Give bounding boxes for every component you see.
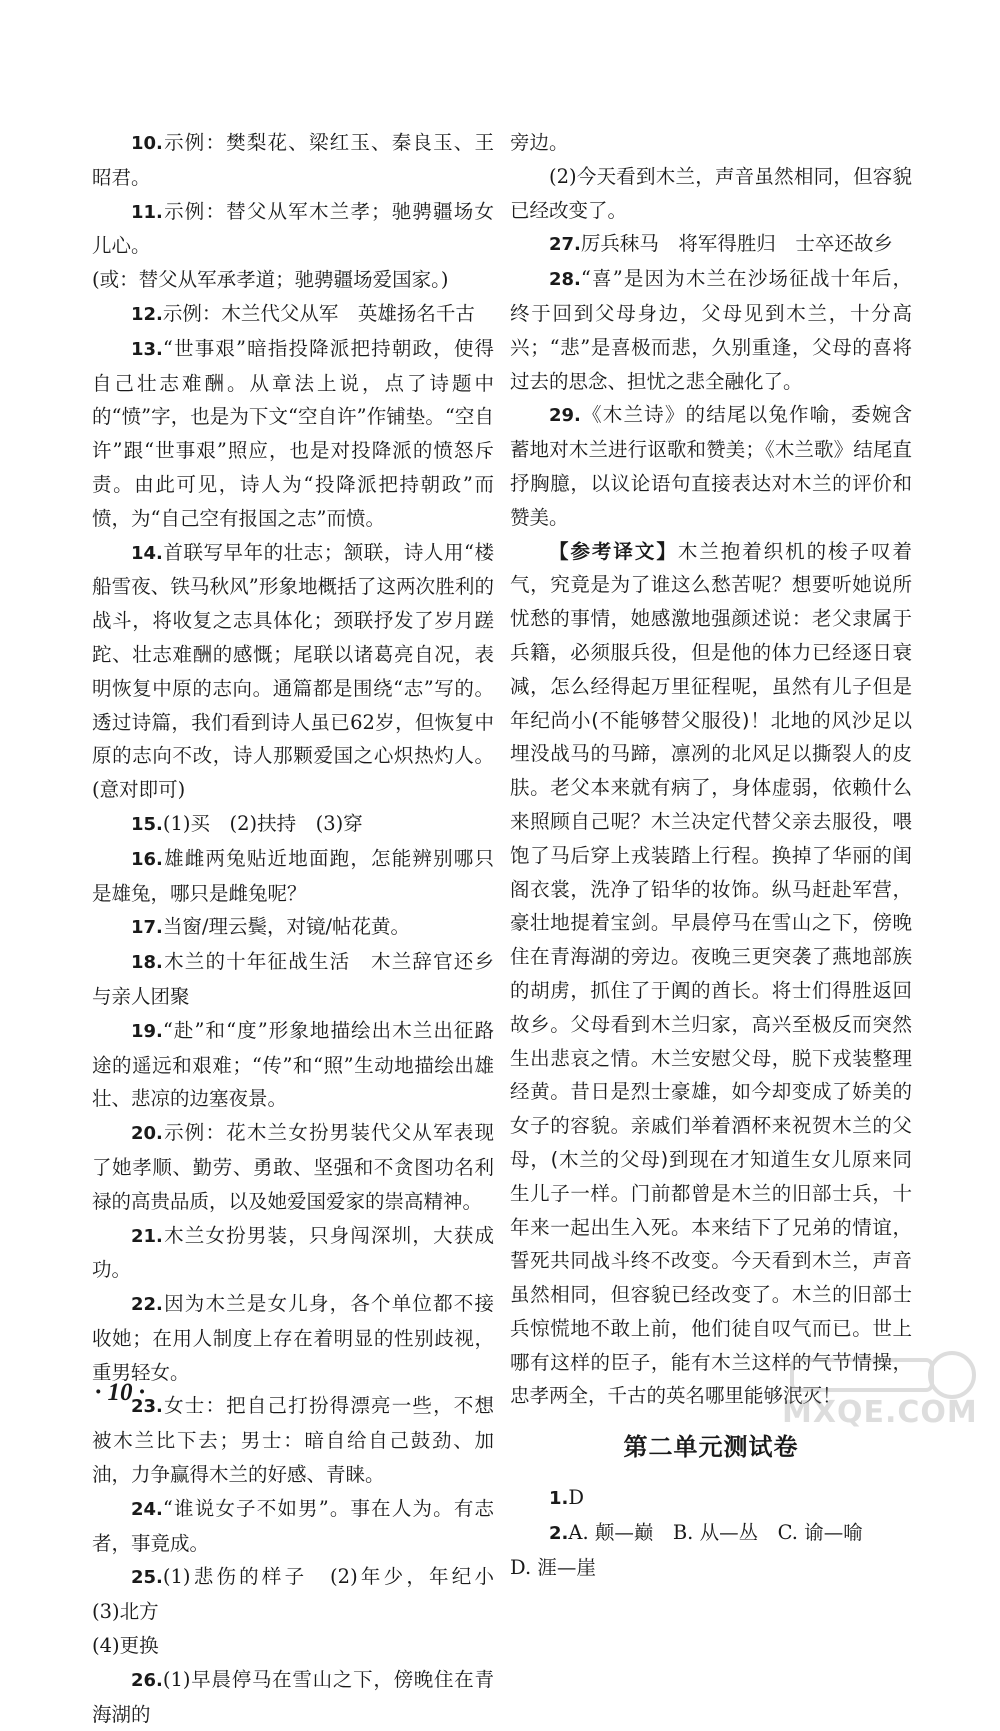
watermark-icon bbox=[782, 1350, 982, 1400]
answer-number: 27. bbox=[549, 234, 581, 256]
answers-26-29 bbox=[510, 126, 912, 535]
answer-number: 14. bbox=[131, 542, 163, 564]
answer-text: 示例：樊梨花、梁红玉、秦良玉、王昭君。 bbox=[92, 131, 494, 189]
answer-text: 雄雌两兔贴近地面跑，怎能辨别哪只是雄兔，哪只是雌兔呢？ bbox=[92, 846, 494, 905]
answer-item bbox=[92, 1014, 494, 1116]
answer-item bbox=[92, 195, 494, 264]
left-column bbox=[92, 126, 514, 1731]
page-number: · 10 · bbox=[95, 1379, 145, 1406]
answer-item bbox=[92, 1219, 494, 1288]
answer-number: 21. bbox=[131, 1225, 163, 1247]
answer-number: 28. bbox=[549, 269, 581, 291]
answer-text: 木兰女扮男装，只身闯深圳，大获成功。 bbox=[92, 1223, 494, 1282]
translation-text: 木兰抱着织机的梭子叹着气，究竟是为了谁这么愁苦呢？想要听她说所忧愁的事情，她感激地强颜述说：老父隶属于兵籍，必须服兵役，但是他的体力已经逐日衰减，怎么经得起万里征程呢，虽然有儿子但是年纪尚小(不能够替父服役)！北地的风沙足以埋没战马的马蹄，凛冽的北风足以撕裂人的皮肤。老父本来就有病了，身体虚弱，依赖什么来照顾自己呢？木兰决定代替父亲去服役，喂饱了马后穿上戎装踏上行程。换掉了华丽的闺阁衣裳，洗净了铅华的妆饰。纵马赶赴军营，豪壮地提着宝剑。早晨停马在雪山之下，傍晚住在青海湖的旁边。夜晚三更突袭了燕地部族的胡虏，抓住了于阗的酋长。将士们得胜返回故乡。父母看到木兰归家，高兴至极反而突然生出悲哀之情。木兰安慰父母，脱下戎装整理经黄。昔日是烈士豪雄，如今却变成了娇美的女子的容貌。亲戚们举着酒杯来祝贺木兰的父母，(木兰的父母)到现在才知道生女儿原来同生儿子一样。门前都曾是木兰的旧部士兵，十年来一起出生入死。本来结下了兄弟的情谊，誓死共同战斗终不改变。今天看到木兰，声音虽然相同，但容貌已经改变了。木兰的旧部士兵惊慌地不敢上前，他们徒自叹气而已。世上哪有这样的臣子，能有木兰这样的气节情操，忠孝两全，千古的英名哪里能够泯灭！ bbox=[510, 539, 912, 1408]
answer-text: “赴”和“度”形象地描绘出木兰出征路途的遥远和艰难；“传”和“照”生动地描绘出雄壮、悲凉的边塞夜景。 bbox=[92, 1018, 494, 1111]
answer-item bbox=[510, 227, 912, 262]
answer-item bbox=[92, 807, 494, 842]
answer-text: A. 颠—巅 B. 从—丛 C. 谕—喻 bbox=[568, 1520, 863, 1544]
answer-text: 女士：把自己打扮得漂亮一些，不想被木兰比下去；男士：暗自给自己鼓劲、加油，力争赢得木兰的好感、青睐。 bbox=[92, 1394, 494, 1487]
answer-item bbox=[92, 1663, 494, 1731]
answer-text: (1)买 (2)扶持 (3)穿 bbox=[162, 811, 363, 835]
answer-item bbox=[92, 263, 494, 297]
answer-item bbox=[510, 1516, 912, 1551]
answer-number: 25. bbox=[131, 1567, 163, 1589]
answer-item bbox=[510, 398, 912, 534]
unit-two-answers bbox=[510, 1481, 912, 1584]
answer-item bbox=[92, 1492, 494, 1561]
answer-number: 2. bbox=[549, 1522, 569, 1544]
answer-text: D bbox=[568, 1486, 585, 1510]
answer-number: 1. bbox=[549, 1488, 569, 1510]
answer-item bbox=[92, 126, 494, 195]
answer-text: 旁边。 bbox=[510, 131, 569, 154]
answer-text: 示例：木兰代父从军 英雄扬名千古 bbox=[162, 301, 475, 325]
answer-text: “谁说女子不如男”。事在人为。有志者，事竟成。 bbox=[92, 1496, 494, 1555]
answer-text: (4)更换 bbox=[92, 1634, 159, 1658]
answer-number: 22. bbox=[131, 1294, 163, 1316]
answer-text: (1)早晨停马在雪山之下，傍晚住在青海湖的 bbox=[92, 1667, 494, 1726]
answer-number: 20. bbox=[131, 1123, 163, 1145]
answer-item bbox=[510, 126, 912, 160]
answer-number: 29. bbox=[549, 405, 581, 427]
answer-text: “喜”是因为木兰在沙场征战十年后，终于回到父母身边，父母见到木兰，十分高兴；“悲”是喜极而悲，久别重逢，父母的喜将过去的思念、担忧之悲全融化了。 bbox=[510, 267, 912, 393]
section-title: 第二单元测试卷 bbox=[623, 1433, 799, 1462]
answer-text: “世事艰”暗指投降派把持朝政，使得自己壮志难酬。从章法上说，点了诗题中的“愤”字，也是为下文“空自许”作铺垫。“空自许”跟“世事艰”照应，也是对投降派的愤怒斥责。由此可见，诗人为“投降派把持朝政”而愤，为“自己空有报国之志”而愤。 bbox=[92, 336, 494, 530]
answer-text: 示例：花木兰女扮男装代父从军表现了她孝顺、勤劳、勇敢、坚强和不贪图功名利禄的高贵品质，以及她爱国爱家的崇高精神。 bbox=[92, 1121, 494, 1213]
answer-text: 因为木兰是女儿身，各个单位都不接收她；在用人制度上存在着明显的性别歧视，重男轻女。 bbox=[92, 1292, 494, 1384]
answer-text: 示例：替父从军木兰孝；驰骋疆场女儿心。 bbox=[92, 199, 494, 258]
answer-item bbox=[92, 945, 494, 1014]
answer-item bbox=[92, 536, 494, 807]
answer-number: 17. bbox=[131, 917, 163, 939]
answer-number: 15. bbox=[131, 813, 163, 835]
answer-item bbox=[510, 160, 912, 228]
answer-number: 26. bbox=[131, 1669, 163, 1691]
answer-number: 24. bbox=[131, 1498, 163, 1520]
answer-item bbox=[92, 1560, 514, 1629]
reference-translation bbox=[510, 535, 912, 1414]
answer-number: 12. bbox=[131, 303, 163, 325]
answer-item bbox=[92, 1389, 494, 1491]
answer-text: (2)今天看到木兰，声音虽然相同，但容貌已经改变了。 bbox=[510, 164, 912, 222]
answer-number: 10. bbox=[131, 133, 163, 154]
translation-label: 【参考译文】 bbox=[549, 539, 678, 563]
answer-number: 16. bbox=[131, 848, 163, 870]
answer-item bbox=[92, 842, 494, 911]
answer-item bbox=[510, 1481, 912, 1516]
answer-number: 13. bbox=[131, 338, 163, 360]
answer-item bbox=[510, 262, 912, 398]
answer-text: D. 涯—崖 bbox=[510, 1555, 596, 1579]
watermark-logo bbox=[782, 1350, 982, 1430]
answer-item bbox=[92, 910, 494, 945]
answer-item bbox=[92, 332, 494, 536]
answer-text: (1)悲伤的样子 (2)年少，年纪小 (3)北方 bbox=[92, 1565, 514, 1624]
answer-text: (或：替父从军承孝道；驰骋疆场爱国家。) bbox=[92, 268, 449, 292]
answer-number: 23. bbox=[131, 1396, 163, 1418]
answer-item bbox=[92, 1629, 494, 1663]
answer-number: 19. bbox=[131, 1020, 163, 1042]
answer-number: 18. bbox=[131, 952, 163, 974]
answer-number: 11. bbox=[131, 201, 163, 223]
answer-text: 木兰的十年征战生活 木兰辞官还乡与亲人团聚 bbox=[92, 950, 494, 1008]
answer-item bbox=[92, 1116, 494, 1218]
answer-text: 《木兰诗》的结尾以兔作喻，委婉含蓄地对木兰进行讴歌和赞美；《木兰歌》结尾直抒胸臆，以议论语句直接表达对木兰的评价和赞美。 bbox=[510, 403, 912, 529]
answer-item bbox=[92, 297, 494, 332]
answer-text: 首联写早年的壮志；颔联，诗人用“楼船雪夜、铁马秋风”形象地概括了这两次胜利的战斗，将收复之志具体化；颈联抒发了岁月蹉跎、壮志难酬的感慨；尾联以诸葛亮自况，表明恢复中原的志向。通篇都是围绕“志”写的。透过诗篇，我们看到诗人虽已62岁，但恢复中原的志向不改，诗人那颗爱国之心炽热灼人。(意对即可) bbox=[92, 540, 494, 802]
answer-text: 厉兵秣马 将军得胜归 士卒还故乡 bbox=[580, 232, 893, 256]
answer-item bbox=[92, 1287, 494, 1389]
watermark-text: MXQE.COM bbox=[782, 1395, 978, 1430]
answer-text: 当窗/理云鬓，对镜/帖花黄。 bbox=[162, 915, 411, 939]
answer-item bbox=[510, 1551, 912, 1585]
